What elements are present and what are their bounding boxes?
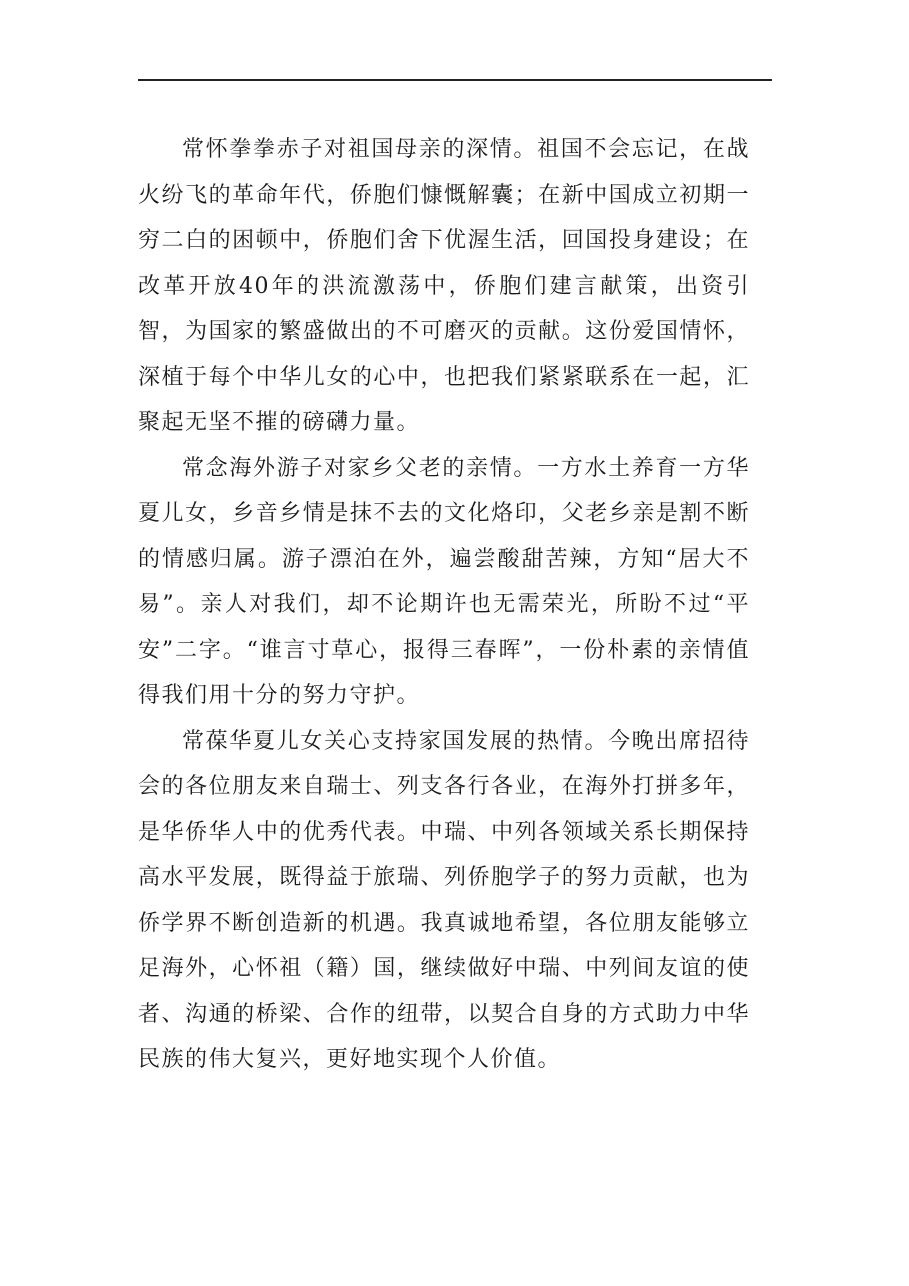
header-rule: [138, 79, 772, 81]
body-text: [138, 127, 750, 1083]
paragraph-3: 常葆华夏儿女关心支持家国发展的热情。今晚出席招待会的各位朋友来自瑞士、列支各行各业，在海外打拼多年，是华侨华人中的优秀代表。中瑞、中列各领域关系长期保持高水平发展，既得益于旅瑞、列侨胞学子的努力贡献，也为侨学界不断创造新的机遇。我真诚地希望，各位朋友能够立足海外，心怀祖（籍）国，继续做好中瑞、中列间友谊的使者、沟通的桥梁、合作的纽带，以契合自身的方式助力中华民族的伟大复兴，更好地实现个人价值。: [138, 728, 750, 1072]
paragraph-1: 常怀拳拳赤子对祖国母亲的深情。祖国不会忘记，在战火纷飞的革命年代，侨胞们慷慨解囊；在新中国成立初期一穷二白的困顿中，侨胞们舍下优渥生活，回国投身建设；在改革开放40年的洪流激荡中，侨胞们建言献策，出资引智，为国家的繁盛做出的不可磨灭的贡献。这份爱国情怀，深植于每个中华儿女的心中，也把我们紧紧联系在一起，汇聚起无坚不摧的磅礴力量。: [138, 137, 750, 435]
paragraph-2: 常念海外游子对家乡父老的亲情。一方水土养育一方华夏儿女，乡音乡情是抹不去的文化烙印，父老乡亲是割不断的情感归属。游子漂泊在外，遍尝酸甜苦辣，方知“居大不易”。亲人对我们，却不论期许也无需荣光，所盼不过“平安”二字。“谁言寸草心，报得三春晖”，一份朴素的亲情值得我们用十分的努力守护。: [138, 455, 750, 708]
